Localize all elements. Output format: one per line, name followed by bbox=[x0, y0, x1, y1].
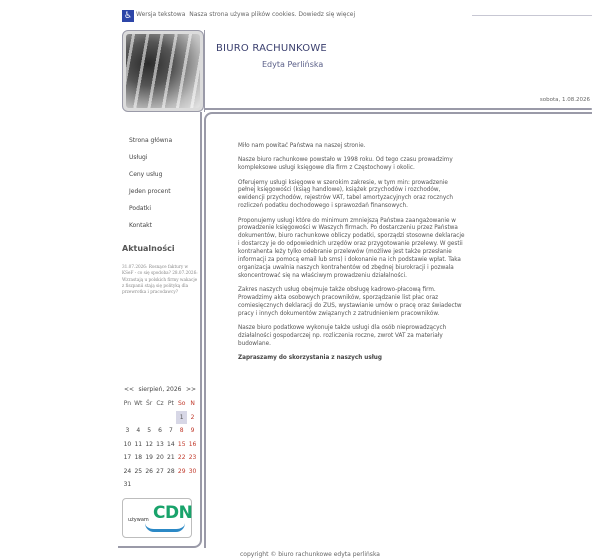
calendar-day[interactable]: 16 bbox=[188, 440, 197, 448]
calendar-day[interactable]: 2 bbox=[190, 413, 195, 421]
calendar-day[interactable]: 31 bbox=[123, 481, 132, 488]
calendar-empty-cell bbox=[176, 478, 187, 492]
calendar-day[interactable]: 3 bbox=[125, 427, 130, 434]
calendar-weekday: Pt bbox=[167, 400, 174, 407]
calendar-day[interactable]: 30 bbox=[188, 467, 197, 475]
content-paragraph: Zakres naszych usług obejmuje także obsługę kadrowo-płacową firm. Prowadzimy akta osobowych pracowników, sporządzanie list płac oraz comiesięcznych deklaracji do ZUS, wystawianie umów o pracę oraz świadectw pracy i innych dokumentów związanych z zatrudnieniem pracowników. bbox=[238, 287, 462, 317]
badge-logo-text: CDN bbox=[153, 503, 193, 523]
calendar-empty-cell bbox=[155, 411, 166, 425]
calendar-day[interactable]: 14 bbox=[167, 440, 175, 448]
content-paragraph: Nasze biuro rachunkowe powstało w 1998 roku. Od tego czasu prowadzimy kompleksowe usługi księgowe dla firm z Częstochowy i okolic. bbox=[238, 157, 453, 172]
content-paragraph: Nasze biuro podatkowe wykonuje także usługi dla osób nieprowadzących działalności gospodarczej np. rozliczenia roczne, zwrot VAT za materiały budowlane. bbox=[238, 325, 447, 347]
calendar-empty-cell bbox=[122, 411, 133, 425]
site-subtitle: Edyta Perlińska bbox=[262, 60, 324, 69]
calendar-empty-cell bbox=[144, 478, 155, 492]
calendar-day[interactable]: 17 bbox=[123, 454, 132, 461]
calendar-day[interactable]: 25 bbox=[134, 467, 143, 475]
calendar-day[interactable]: 15 bbox=[177, 440, 186, 448]
site-header bbox=[204, 30, 592, 112]
calendar-day[interactable]: 24 bbox=[123, 467, 132, 475]
top-bar bbox=[122, 10, 592, 30]
calendar-weekday: Wt bbox=[134, 400, 143, 407]
calendar-weekday: Cz bbox=[156, 400, 164, 407]
news-heading: Aktualności bbox=[122, 244, 175, 253]
calendar-day[interactable]: 9 bbox=[190, 427, 195, 434]
calendar-day[interactable]: 6 bbox=[158, 427, 162, 434]
nav-item-prices[interactable]: Ceny usług bbox=[129, 171, 163, 178]
nav-item-services[interactable]: Usługi bbox=[129, 154, 148, 161]
badge-small-text: używam bbox=[128, 517, 149, 523]
calendar-weekday: N bbox=[190, 400, 195, 407]
nav-item-one-percent[interactable]: Jeden procent bbox=[129, 188, 171, 195]
calendar-grid bbox=[122, 397, 198, 492]
header-photo bbox=[126, 34, 200, 108]
calendar-weekday: Śr bbox=[145, 400, 153, 407]
calendar-day[interactable]: 20 bbox=[156, 454, 164, 461]
calendar-day[interactable]: 4 bbox=[136, 427, 141, 434]
main-nav bbox=[118, 112, 200, 234]
top-divider bbox=[472, 15, 592, 16]
calendar-prev-button[interactable]: << bbox=[124, 386, 135, 393]
calendar-empty-cell bbox=[133, 478, 144, 492]
calendar-day[interactable]: 22 bbox=[177, 454, 186, 461]
nav-item-contact[interactable]: Kontakt bbox=[129, 222, 152, 229]
calendar-empty-cell bbox=[165, 411, 176, 425]
main-content bbox=[238, 143, 466, 370]
calendar-day[interactable]: 13 bbox=[156, 440, 164, 448]
footer-copyright: copyright © biuro rachunkowe edyta perlińska bbox=[240, 551, 380, 558]
cdn-badge[interactable] bbox=[122, 498, 192, 538]
calendar-day[interactable]: 28 bbox=[167, 467, 175, 475]
calendar-day[interactable]: 18 bbox=[134, 454, 143, 461]
header-rule bbox=[204, 108, 592, 110]
calendar-empty-cell bbox=[155, 478, 166, 492]
calendar-day[interactable]: 23 bbox=[188, 454, 197, 461]
site-title[interactable]: BIURO RACHUNKOWE bbox=[216, 43, 327, 54]
sidebar bbox=[118, 112, 202, 548]
content-closing: Zapraszamy do skorzystania z naszych usług bbox=[238, 355, 382, 362]
content-paragraph: Proponujemy usługi które do minimum zmniejszą Państwa zaangażowanie w prowadzenie księgowości w Waszych firmach. Po dostarczeniu przez Państwa dokumentów, biuro rachunkowe obliczy podatki, sporządzi stosowne deklaracje i dostarczy je do odpowiednich urzędów oraz przygotowanie przelewy. W gestii kontrahenta leży tylko odebranie przelewów (możliwe jest także przesłanie informacji za pomocą email lub sms) i dokonanie na ich podstawie wpłat. Taka organizacja uwalnia naszych kontrahentów od zbędnej biurokracji i pozwala skoncentrować się na właściwym prowadzeniu działalności. bbox=[238, 217, 465, 279]
calendar-empty-cell bbox=[133, 411, 144, 425]
calendar-day[interactable]: 8 bbox=[179, 427, 184, 434]
calendar-day[interactable]: 27 bbox=[156, 467, 164, 475]
nav-item-home[interactable]: Strona główna bbox=[129, 137, 173, 144]
calendar bbox=[122, 384, 198, 492]
calendar-day[interactable]: 5 bbox=[147, 427, 152, 434]
content-paragraph: Miło nam powitać Państwa na naszej stronie. bbox=[238, 143, 366, 149]
text-version-link[interactable]: Wersja tekstowa bbox=[136, 11, 186, 18]
cookies-notice-link[interactable]: Nasza strona używa plików cookies. Dowiedz się więcej bbox=[189, 11, 356, 18]
content-paragraph: Oferujemy usługi księgowe w szerokim zakresie, w tym min: prowadzenie pełnej księgowości (ksiąg handlowe), książek przychodów i rozchodów, ewidencji przychodów, rejestrów VAT, tabel amortyzacyjnych oraz rocznych rozliczeń podatku dochodowego i sprawozdań finansowych. bbox=[238, 179, 453, 210]
badge-swoosh-icon bbox=[145, 523, 185, 532]
calendar-day[interactable]: 11 bbox=[134, 440, 143, 448]
calendar-header bbox=[122, 384, 198, 396]
calendar-empty-cell bbox=[144, 411, 155, 425]
top-bar-text bbox=[136, 11, 355, 18]
calendar-day[interactable]: 12 bbox=[145, 440, 153, 448]
news-text[interactable]: 31.07.2026: Rosnące faktury w KSeF - co się spodoba? 28.07.2026: Wzrastają u polskich firmy wakacje z fiszpanii stają się polityką dla przewrotka i pracodawcy? bbox=[122, 264, 198, 295]
calendar-empty-cell bbox=[165, 478, 176, 492]
nav-item-taxes[interactable]: Podatki bbox=[129, 205, 152, 212]
wheelchair-icon[interactable]: ♿ bbox=[123, 11, 133, 21]
calendar-day[interactable]: 21 bbox=[167, 454, 175, 461]
calendar-month: sierpień, 2026 bbox=[138, 386, 182, 393]
calendar-weekday: Pn bbox=[123, 400, 132, 407]
current-date: sobota, 1.08.2026 bbox=[539, 97, 590, 103]
calendar-day[interactable]: 29 bbox=[177, 467, 186, 475]
calendar-weekday: So bbox=[177, 400, 186, 407]
header-divider bbox=[204, 30, 205, 112]
calendar-next-button[interactable]: >> bbox=[185, 386, 196, 393]
calendar-day[interactable]: 7 bbox=[168, 427, 173, 434]
calendar-day[interactable]: 1 bbox=[176, 411, 187, 425]
calendar-day[interactable]: 19 bbox=[145, 454, 153, 461]
header-photo-frame bbox=[122, 30, 204, 112]
calendar-day[interactable]: 10 bbox=[123, 440, 132, 448]
calendar-empty-cell bbox=[187, 478, 198, 492]
calendar-day[interactable]: 26 bbox=[145, 467, 153, 475]
